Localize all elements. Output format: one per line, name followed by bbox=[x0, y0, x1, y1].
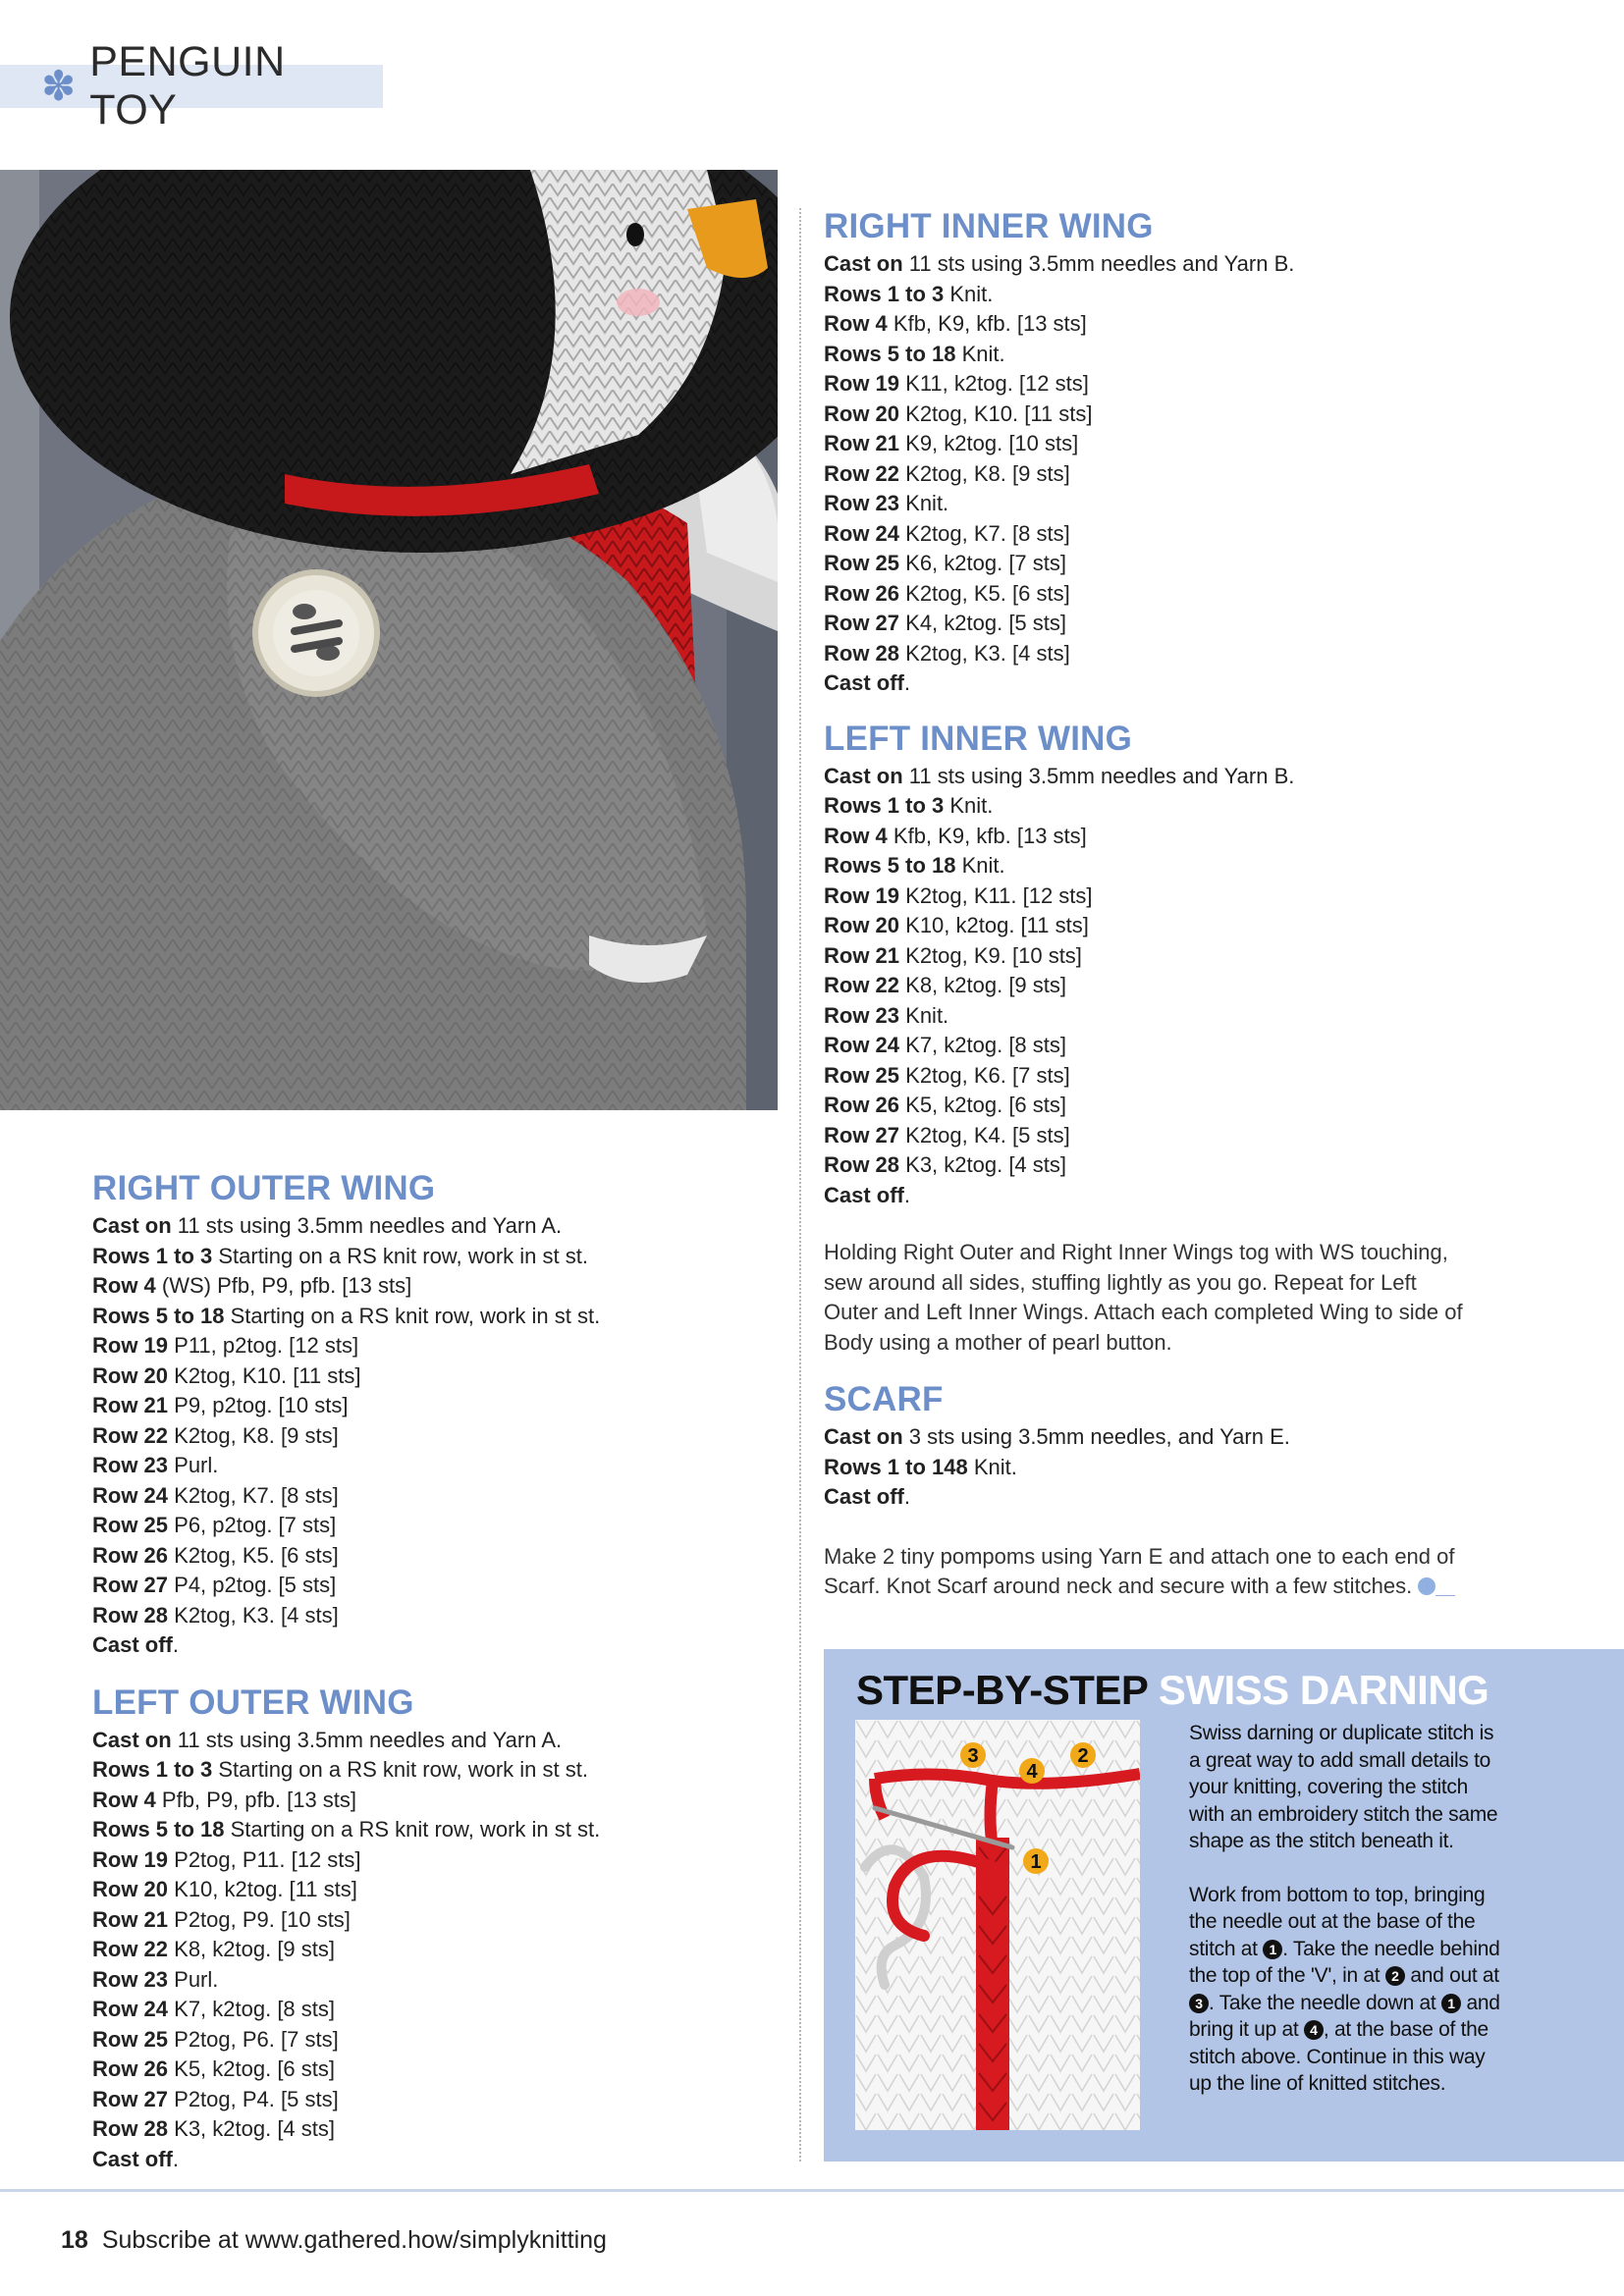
instruction-label: Row 21 bbox=[92, 1906, 169, 1932]
instruction-text: Starting on a RS knit row, work in st st. bbox=[224, 1817, 601, 1842]
column-divider bbox=[799, 208, 801, 2162]
instruction-text: K8, k2tog. [9 sts] bbox=[899, 973, 1067, 997]
left-inner-wing-rows bbox=[824, 762, 1511, 1211]
footer-rule bbox=[0, 2189, 1624, 2192]
instruction-text: P4, p2tog. [5 sts] bbox=[168, 1573, 337, 1597]
right-inner-wing-section bbox=[824, 206, 1511, 699]
instruction-text: Starting on a RS knit row, work in st st. bbox=[212, 1757, 588, 1782]
instruction-label: Row 22 bbox=[824, 973, 900, 997]
instruction-text: Knit. bbox=[944, 281, 994, 306]
instruction-row bbox=[824, 1181, 1511, 1211]
instruction-text: 11 sts using 3.5mm needles and Yarn B. bbox=[902, 763, 1295, 788]
instruction-row bbox=[92, 1302, 642, 1332]
instruction-row bbox=[824, 1422, 1511, 1453]
instruction-text: K2tog, K11. [12 sts] bbox=[899, 882, 1093, 908]
instruction-row bbox=[92, 1965, 642, 1996]
instruction-label: Row 25 bbox=[824, 1062, 900, 1088]
step-title-light: SWISS DARNING bbox=[1158, 1667, 1489, 1713]
step-title-dark: STEP-BY-STEP bbox=[856, 1667, 1148, 1713]
right-outer-wing-heading: RIGHT OUTER WING bbox=[92, 1169, 436, 1207]
instruction-row bbox=[824, 762, 1511, 792]
scarf-finishing bbox=[824, 1542, 1511, 1602]
instruction-label: Rows 1 to 3 bbox=[824, 793, 945, 818]
instruction-label: Row 24 bbox=[92, 1997, 169, 2021]
instruction-text: . bbox=[903, 670, 911, 695]
instruction-row bbox=[92, 1421, 642, 1452]
instruction-text: Purl. bbox=[168, 1966, 219, 1992]
step-by-step-title bbox=[856, 1667, 1489, 1714]
instruction-text: 11 sts using 3.5mm needles and Yarn A. bbox=[171, 1727, 563, 1752]
instruction-row bbox=[824, 1453, 1511, 1483]
step-intro: Swiss darning or duplicate stitch is a great way to add small details to your knitting, covering the stitch with an embroidery stitch the same shape as the stitch beneath it. bbox=[1189, 1722, 1498, 1852]
instruction-label: Row 22 bbox=[92, 1422, 169, 1448]
instruction-text: K2tog, K3. [4 sts] bbox=[899, 640, 1070, 666]
step-instructions: Work from bottom to top, bringing the needle out at the base of the stitch at 1 . Take the needle behind the top of the 'V', in at 2 and out at 3 . Take the needle down at 1 and bring it up at 4 , at the base of the stitch above. Continue in this way up the line of knitted stitches. bbox=[1189, 1883, 1500, 2095]
instruction-row bbox=[824, 851, 1511, 881]
yarn-ball-icon bbox=[1418, 1577, 1435, 1595]
instruction-text: P2tog, P9. [10 sts] bbox=[168, 1906, 351, 1932]
instruction-text: P2tog, P4. [5 sts] bbox=[168, 2086, 339, 2111]
instruction-label: Row 23 bbox=[92, 1966, 169, 1992]
diagram-label: 3 bbox=[967, 1745, 979, 1767]
instruction-row bbox=[92, 1362, 642, 1392]
instruction-label: Row 26 bbox=[92, 2056, 169, 2081]
scarf-finish-line: Make 2 tiny pompoms using Yarn E and attach one to each end of bbox=[824, 1543, 1455, 1569]
instruction-row bbox=[92, 2055, 642, 2085]
instruction-row bbox=[92, 1845, 642, 1876]
instruction-text: P2tog, P11. [12 sts] bbox=[168, 1846, 361, 1872]
instruction-row bbox=[824, 280, 1511, 310]
diagram-label: 2 bbox=[1077, 1745, 1089, 1767]
instruction-row bbox=[92, 1995, 642, 2025]
scarf-finish-line: Scarf. Knot Scarf around neck and secure with a few stitches. bbox=[824, 1574, 1413, 1598]
instruction-label: Rows 1 to 3 bbox=[92, 1243, 213, 1268]
instruction-text: K3, k2tog. [4 sts] bbox=[899, 1152, 1067, 1177]
instruction-row bbox=[824, 1061, 1511, 1092]
instruction-text: P11, p2tog. [12 sts] bbox=[168, 1333, 359, 1358]
right-outer-wing-section bbox=[92, 1168, 642, 1661]
instruction-label: Rows 5 to 18 bbox=[92, 1303, 225, 1328]
instruction-label: Row 24 bbox=[92, 1482, 169, 1508]
instruction-text: Knit. bbox=[955, 341, 1005, 366]
diagram-label: 4 bbox=[1026, 1761, 1038, 1783]
instruction-label: Row 27 bbox=[92, 2086, 169, 2111]
scarf-heading: SCARF bbox=[824, 1380, 944, 1418]
instruction-label: Row 27 bbox=[824, 1122, 900, 1148]
instruction-label: Rows 1 to 148 bbox=[824, 1454, 968, 1479]
left-inner-wing-heading: LEFT INNER WING bbox=[824, 719, 1133, 758]
instruction-label: Row 22 bbox=[824, 460, 900, 486]
instruction-label: Row 19 bbox=[824, 371, 900, 396]
instruction-label: Row 20 bbox=[824, 913, 900, 937]
assembly-line: Body using a mother of pearl button. bbox=[824, 1329, 1172, 1355]
instruction-text: K2tog, K4. [5 sts] bbox=[899, 1122, 1070, 1148]
instruction-label: Rows 5 to 18 bbox=[824, 341, 956, 366]
instruction-label: Row 19 bbox=[92, 1333, 169, 1358]
instruction-row bbox=[824, 822, 1511, 852]
instruction-label: Row 24 bbox=[824, 520, 900, 546]
section-tag bbox=[0, 38, 383, 133]
instruction-label: Cast off bbox=[824, 670, 904, 695]
instruction-text: P6, p2tog. [7 sts] bbox=[168, 1513, 337, 1537]
instruction-row bbox=[824, 519, 1511, 550]
instruction-text: K2tog, K3. [4 sts] bbox=[168, 1602, 339, 1628]
penguin-illustration bbox=[0, 170, 778, 1110]
left-column bbox=[92, 1168, 642, 2194]
instruction-label: Row 26 bbox=[824, 1093, 900, 1117]
instruction-label: Row 26 bbox=[824, 580, 900, 606]
step-by-step-text bbox=[1189, 1720, 1513, 2124]
instruction-text: K7, k2tog. [8 sts] bbox=[168, 1997, 336, 2021]
instruction-text: . bbox=[903, 1484, 911, 1509]
instruction-text: K10, k2tog. [11 sts] bbox=[899, 913, 1089, 937]
scarf-section bbox=[824, 1379, 1511, 1513]
instruction-label: Row 25 bbox=[92, 1513, 169, 1537]
section-title: PENGUIN TOY bbox=[89, 38, 286, 133]
instruction-text: K2tog, K10. [11 sts] bbox=[899, 400, 1093, 426]
instruction-row bbox=[92, 1541, 642, 1572]
scarf-rows bbox=[824, 1422, 1511, 1513]
instruction-text: 11 sts using 3.5mm needles and Yarn B. bbox=[902, 251, 1295, 276]
instruction-label: Row 27 bbox=[92, 1573, 169, 1597]
instruction-row bbox=[92, 1875, 642, 1905]
instruction-text: Pfb, P9, pfb. [13 sts] bbox=[155, 1787, 357, 1812]
instruction-label: Row 4 bbox=[824, 311, 888, 336]
instruction-label: Row 4 bbox=[92, 1273, 156, 1298]
assembly-line: Outer and Left Inner Wings. Attach each completed Wing to side of bbox=[824, 1300, 1463, 1324]
instruction-label: Cast on bbox=[824, 251, 903, 276]
instruction-text: K2tog, K8. [9 sts] bbox=[168, 1422, 339, 1448]
instruction-label: Row 27 bbox=[824, 611, 900, 635]
instruction-label: Row 25 bbox=[92, 2026, 169, 2052]
instruction-label: Row 4 bbox=[824, 823, 888, 848]
instruction-label: Row 28 bbox=[92, 1602, 169, 1628]
instruction-text: K2tog, K10. [11 sts] bbox=[168, 1362, 361, 1388]
instruction-text: (WS) Pfb, P9, pfb. [13 sts] bbox=[155, 1273, 412, 1298]
instruction-row bbox=[824, 881, 1511, 912]
penguin-photo bbox=[0, 170, 778, 1110]
instruction-label: Row 20 bbox=[92, 1362, 169, 1388]
instruction-row bbox=[92, 1511, 642, 1541]
instruction-label: Rows 1 to 3 bbox=[824, 281, 945, 306]
instruction-row bbox=[92, 1571, 642, 1601]
instruction-label: Cast off bbox=[824, 1182, 904, 1207]
instruction-label: Row 20 bbox=[824, 400, 900, 426]
instruction-row bbox=[824, 941, 1511, 972]
instruction-text: K11, k2tog. [12 sts] bbox=[899, 371, 1089, 396]
instruction-label: Rows 5 to 18 bbox=[824, 853, 956, 878]
instruction-row bbox=[92, 1786, 642, 1816]
instruction-text: Starting on a RS knit row, work in st st. bbox=[224, 1303, 601, 1328]
instruction-row bbox=[824, 668, 1511, 699]
instruction-row bbox=[92, 1211, 642, 1242]
instruction-row bbox=[92, 1481, 642, 1512]
instruction-text: Kfb, K9, kfb. [13 sts] bbox=[887, 311, 1087, 336]
instruction-row bbox=[824, 609, 1511, 639]
instruction-row bbox=[92, 2114, 642, 2145]
diagram-illustration bbox=[855, 1720, 1140, 2130]
instruction-row bbox=[92, 2085, 642, 2115]
instruction-label: Row 20 bbox=[92, 1877, 169, 1901]
instruction-text: K2tog, K5. [6 sts] bbox=[168, 1542, 339, 1568]
instruction-text: . bbox=[903, 1182, 911, 1207]
instruction-row bbox=[92, 1815, 642, 1845]
instruction-label: Row 19 bbox=[824, 882, 900, 908]
instruction-label: Rows 1 to 3 bbox=[92, 1757, 213, 1782]
instruction-label: Cast on bbox=[824, 763, 903, 788]
instruction-text: K5, k2tog. [6 sts] bbox=[168, 2056, 336, 2081]
instruction-label: Row 28 bbox=[824, 640, 900, 666]
instruction-row bbox=[824, 791, 1511, 822]
swiss-darning-diagram bbox=[855, 1720, 1140, 2130]
instruction-row bbox=[824, 249, 1511, 280]
instruction-text: K2tog, K7. [8 sts] bbox=[168, 1482, 339, 1508]
instruction-label: Cast on bbox=[824, 1424, 903, 1449]
instruction-label: Row 21 bbox=[824, 942, 900, 968]
instruction-label: Row 26 bbox=[92, 1542, 169, 1568]
instruction-row bbox=[92, 1331, 642, 1362]
instruction-text: K6, k2tog. [7 sts] bbox=[899, 551, 1067, 575]
flower-icon: ✽ bbox=[41, 63, 77, 109]
instruction-text: K3, k2tog. [4 sts] bbox=[168, 2116, 336, 2141]
right-outer-wing-rows bbox=[92, 1211, 642, 1661]
instruction-row bbox=[92, 1451, 642, 1481]
step-number-2: 2 bbox=[1385, 1966, 1405, 1986]
instruction-text: Knit. bbox=[955, 853, 1005, 878]
instruction-text: K2tog, K7. [8 sts] bbox=[899, 520, 1070, 546]
instruction-row bbox=[824, 549, 1511, 579]
assembly-instructions bbox=[824, 1238, 1511, 1358]
instruction-label: Row 23 bbox=[92, 1453, 169, 1477]
instruction-text: P2tog, P6. [7 sts] bbox=[168, 2026, 339, 2052]
step-number-1: 1 bbox=[1263, 1940, 1282, 1959]
left-inner-wing-section bbox=[824, 719, 1511, 1211]
instruction-row bbox=[824, 579, 1511, 610]
instruction-label: Row 21 bbox=[92, 1393, 169, 1417]
instruction-text: Knit. bbox=[899, 491, 949, 515]
right-column bbox=[824, 206, 1511, 1602]
instruction-row bbox=[824, 489, 1511, 519]
instruction-text: K2tog, K9. [10 sts] bbox=[899, 942, 1082, 968]
instruction-text: 3 sts using 3.5mm needles, and Yarn E. bbox=[902, 1424, 1290, 1449]
instruction-row bbox=[824, 971, 1511, 1001]
instruction-row bbox=[92, 1726, 642, 1756]
instruction-label: Row 21 bbox=[824, 431, 900, 455]
instruction-text: Kfb, K9, kfb. [13 sts] bbox=[887, 823, 1087, 848]
step-number-4: 4 bbox=[1304, 2020, 1324, 2040]
instruction-row bbox=[824, 911, 1511, 941]
instruction-label: Row 19 bbox=[92, 1846, 169, 1872]
diagram-label: 1 bbox=[1030, 1851, 1042, 1873]
subscribe-link[interactable]: Subscribe at www.gathered.how/simplyknitting bbox=[101, 2226, 607, 2254]
assembly-line: sew around all sides, stuffing lightly as you go. Repeat for Left bbox=[824, 1269, 1417, 1295]
instruction-label: Row 22 bbox=[92, 1937, 169, 1961]
instruction-row bbox=[824, 639, 1511, 669]
instruction-text: K7, k2tog. [8 sts] bbox=[899, 1033, 1067, 1057]
instruction-row bbox=[824, 1482, 1511, 1513]
step-number-3: 3 bbox=[1189, 1994, 1209, 2013]
instruction-label: Row 24 bbox=[824, 1033, 900, 1057]
instruction-row bbox=[92, 1601, 642, 1631]
instruction-text: K2tog, K5. [6 sts] bbox=[899, 580, 1070, 606]
instruction-label: Row 4 bbox=[92, 1787, 156, 1812]
instruction-row bbox=[824, 1031, 1511, 1061]
instruction-label: Cast on bbox=[92, 1213, 172, 1238]
instruction-label: Cast off bbox=[824, 1484, 904, 1509]
instruction-row bbox=[824, 429, 1511, 459]
instruction-row bbox=[824, 1001, 1511, 1032]
instruction-text: . bbox=[172, 2146, 180, 2171]
instruction-row bbox=[92, 1935, 642, 1965]
scarf-finish-line-with-icon bbox=[824, 1572, 1511, 1602]
left-outer-wing-section bbox=[92, 1682, 642, 2175]
instruction-row bbox=[824, 1121, 1511, 1151]
instruction-text: Knit. bbox=[944, 793, 994, 818]
instruction-row bbox=[92, 1271, 642, 1302]
instruction-text: P9, p2tog. [10 sts] bbox=[168, 1393, 349, 1417]
right-inner-wing-rows bbox=[824, 249, 1511, 699]
instruction-row bbox=[824, 369, 1511, 400]
instruction-label: Row 23 bbox=[824, 1002, 900, 1028]
page-number: 18 bbox=[61, 2226, 88, 2254]
instruction-text: Knit. bbox=[899, 1002, 949, 1028]
instruction-row bbox=[92, 1755, 642, 1786]
instruction-row bbox=[92, 2145, 642, 2175]
instruction-text: 11 sts using 3.5mm needles and Yarn A. bbox=[171, 1213, 563, 1238]
instruction-row bbox=[824, 459, 1511, 490]
instruction-text: K5, k2tog. [6 sts] bbox=[899, 1093, 1067, 1117]
assembly-line: Holding Right Outer and Right Inner Wings tog with WS touching, bbox=[824, 1240, 1448, 1264]
instruction-row bbox=[824, 400, 1511, 430]
left-outer-wing-heading: LEFT OUTER WING bbox=[92, 1682, 414, 1722]
instruction-label: Cast off bbox=[92, 2146, 173, 2171]
instruction-row bbox=[824, 1091, 1511, 1121]
left-outer-wing-rows bbox=[92, 1726, 642, 2175]
right-inner-wing-heading: RIGHT INNER WING bbox=[824, 207, 1154, 245]
instruction-text: K4, k2tog. [5 sts] bbox=[899, 611, 1067, 635]
instruction-text: K2tog, K6. [7 sts] bbox=[899, 1062, 1070, 1088]
instruction-row bbox=[824, 1150, 1511, 1181]
footer bbox=[61, 2226, 607, 2255]
instruction-text: K2tog, K8. [9 sts] bbox=[899, 460, 1070, 486]
instruction-text: K8, k2tog. [9 sts] bbox=[168, 1937, 336, 1961]
instruction-text: K9, k2tog. [10 sts] bbox=[899, 431, 1079, 455]
instruction-row bbox=[92, 1242, 642, 1272]
instruction-text: K10, k2tog. [11 sts] bbox=[168, 1877, 357, 1901]
step-by-step-box bbox=[824, 1649, 1624, 2162]
instruction-row bbox=[92, 2025, 642, 2056]
instruction-row bbox=[824, 340, 1511, 370]
instruction-label: Cast off bbox=[92, 1632, 173, 1657]
instruction-text: Starting on a RS knit row, work in st st. bbox=[212, 1243, 588, 1268]
instruction-text: . bbox=[172, 1632, 180, 1657]
instruction-label: Row 23 bbox=[824, 491, 900, 515]
instruction-label: Row 28 bbox=[92, 2116, 169, 2141]
instruction-label: Cast on bbox=[92, 1727, 172, 1752]
instruction-text: Purl. bbox=[168, 1453, 219, 1477]
instruction-label: Row 28 bbox=[824, 1152, 900, 1177]
instruction-row bbox=[824, 309, 1511, 340]
instruction-label: Rows 5 to 18 bbox=[92, 1817, 225, 1842]
instruction-label: Row 25 bbox=[824, 551, 900, 575]
instruction-row bbox=[92, 1630, 642, 1661]
instruction-row bbox=[92, 1905, 642, 1936]
step-number-1: 1 bbox=[1441, 1994, 1461, 2013]
instruction-text: Knit. bbox=[967, 1454, 1017, 1479]
instruction-row bbox=[92, 1391, 642, 1421]
